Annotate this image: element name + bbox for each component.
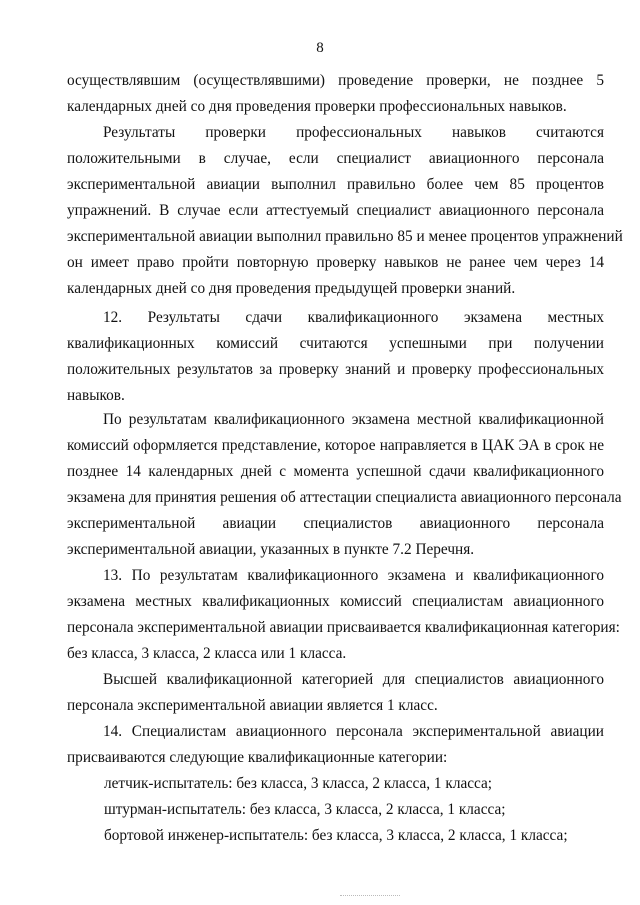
paragraph-first-line: 13. По результатам квалификационного экзамена и квалификационного xyxy=(103,567,604,584)
text-line: экзамена местных квалификационных комиссий специалистам авиационного xyxy=(67,593,604,610)
text-line: положительными в случае, если специалист авиационного персонала xyxy=(67,150,604,167)
text-line: упражнений. В случае если аттестуемый специалист авиационного персонала xyxy=(67,202,604,219)
text-line: осуществлявшим (осуществлявшими) проведение проверки, не позднее 5 xyxy=(67,72,604,89)
text-line: комиссий оформляется представление, которое направляется в ЦАК ЭА в срок не xyxy=(67,437,604,454)
text-line: календарных дней со дня проведения проверки профессиональных навыков. xyxy=(67,98,567,115)
text-line: присваиваются следующие квалификационные категории: xyxy=(67,749,448,766)
paragraph-first-line: 12. Результаты сдачи квалификационного экзамена местных xyxy=(103,309,604,326)
text-line: позднее 14 календарных дней с момента успешной сдачи квалификационного xyxy=(67,463,604,480)
scan-artifact xyxy=(340,895,400,898)
paragraph-first-line: Результаты проверки профессиональных навыков считаются xyxy=(103,124,604,141)
list-item: штурман-испытатель: без класса, 3 класса, 2 класса, 1 класса; xyxy=(104,801,506,818)
text-line: персонала экспериментальной авиации присваивается квалификационная категория: xyxy=(67,619,620,636)
paragraph-first-line: По результатам квалификационного экзамена местной квалификационной xyxy=(103,411,604,428)
list-item: бортовой инженер-испытатель: без класса, 3 класса, 2 класса, 1 класса; xyxy=(104,827,568,844)
paragraph-first-line: 14. Специалистам авиационного персонала экспериментальной авиации xyxy=(103,723,604,740)
text-line: календарных дней со дня проведения предыдущей проверки знаний. xyxy=(67,280,516,297)
text-line: экспериментальной авиации выполнил правильно 85 и менее процентов упражнений xyxy=(67,228,623,245)
text-line: персонала экспериментальной авиации является 1 класс. xyxy=(67,697,438,714)
list-item: летчик-испытатель: без класса, 3 класса, 2 класса, 1 класса; xyxy=(104,775,493,792)
text-line: положительных результатов за проверку знаний и проверку профессиональных xyxy=(67,361,604,378)
text-line: экспериментальной авиации специалистов авиационного персонала xyxy=(67,515,604,532)
text-line: экзамена для принятия решения об аттестации специалиста авиационного персонала xyxy=(67,489,622,506)
paragraph-first-line: Высшей квалификационной категорией для специалистов авиационного xyxy=(103,671,604,688)
page-number: 8 xyxy=(316,40,324,56)
text-line: без класса, 3 класса, 2 класса или 1 класса. xyxy=(67,645,347,662)
text-line: навыков. xyxy=(67,387,125,404)
text-line: квалификационных комиссий считаются успешными при получении xyxy=(67,335,604,352)
text-line: экспериментальной авиации выполнил правильно более чем 85 процентов xyxy=(67,176,604,193)
text-line: он имеет право пройти повторную проверку навыков не ранее чем через 14 xyxy=(67,254,604,271)
text-line: экспериментальной авиации, указанных в пункте 7.2 Перечня. xyxy=(67,541,475,558)
